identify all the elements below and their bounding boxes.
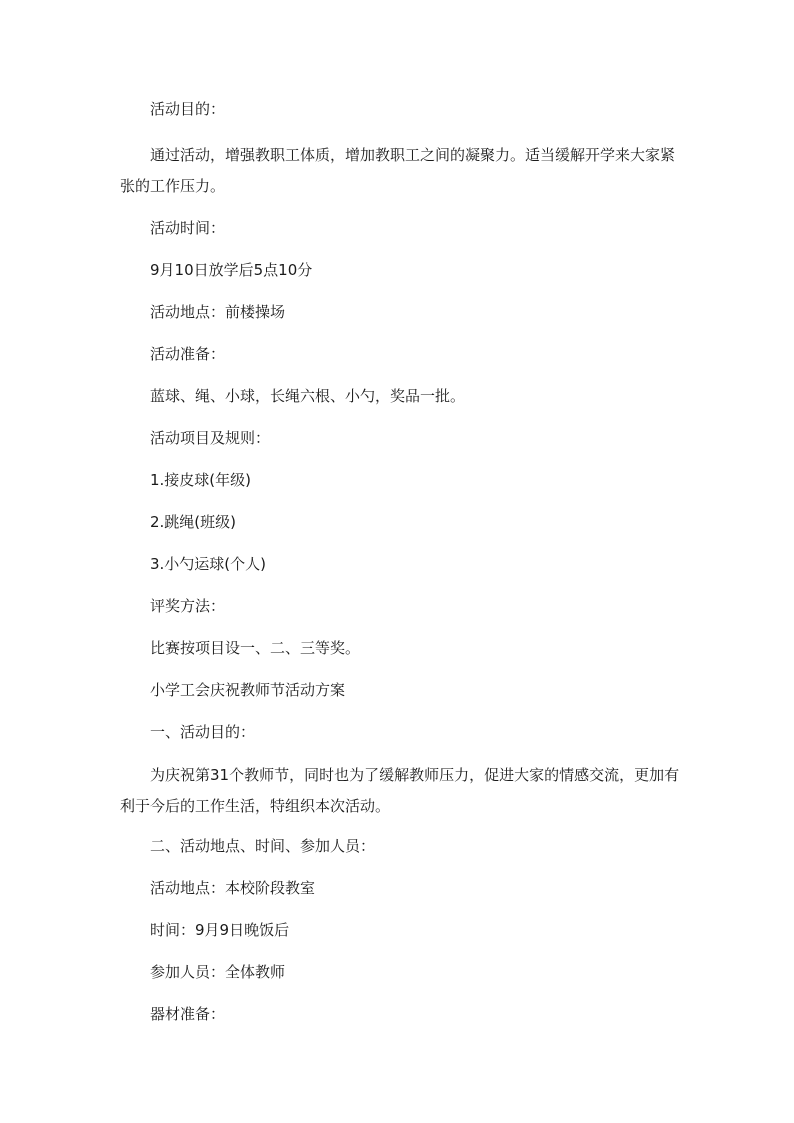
section-heading-awards-method: 评奖方法： bbox=[150, 597, 226, 615]
paragraph-activity-preparation: 蓝球、绳、小球，长绳六根、小勺，奖品一批。 bbox=[150, 387, 466, 405]
list-item-rule-2: 2.跳绳(班级) bbox=[150, 513, 237, 531]
paragraph-awards-method: 比赛按项目设一、二、三等奖。 bbox=[150, 639, 361, 657]
list-item-rule-1: 1.接皮球(年级) bbox=[150, 471, 252, 489]
list-item-rule-3: 3.小勺运球(个人) bbox=[150, 555, 267, 573]
section-heading-location-time-participants: 二、活动地点、时间、参加人员： bbox=[150, 837, 376, 855]
paragraph-activity-purpose: 通过活动，增强教职工体质，增加教职工之间的凝聚力。适当缓解开学来大家紧张的工作压力。 bbox=[120, 146, 676, 195]
section-heading-activity-purpose: 活动目的： bbox=[150, 100, 226, 118]
section-heading-activity-time: 活动时间： bbox=[150, 219, 226, 237]
paragraph-activity-location: 活动地点：前楼操场 bbox=[150, 303, 286, 321]
paragraph-location-2: 活动地点：本校阶段教室 bbox=[150, 879, 316, 897]
paragraph-participants: 参加人员：全体教师 bbox=[150, 963, 286, 981]
section-heading-purpose-2: 一、活动目的： bbox=[150, 723, 256, 741]
section-heading-equipment: 器材准备： bbox=[150, 1005, 226, 1023]
paragraph-activity-time: 9月10日放学后5点10分 bbox=[150, 261, 313, 279]
document-subtitle: 小学工会庆祝教师节活动方案 bbox=[150, 681, 346, 699]
section-heading-activity-rules: 活动项目及规则： bbox=[150, 429, 271, 447]
paragraph-purpose-2: 为庆祝第31个教师节，同时也为了缓解教师压力，促进大家的情感交流，更加有利于今后的工作生活，特组织本次活动。 bbox=[120, 766, 680, 815]
paragraph-time-2: 时间：9月9日晚饭后 bbox=[150, 921, 290, 939]
section-heading-activity-preparation: 活动准备： bbox=[150, 345, 226, 363]
